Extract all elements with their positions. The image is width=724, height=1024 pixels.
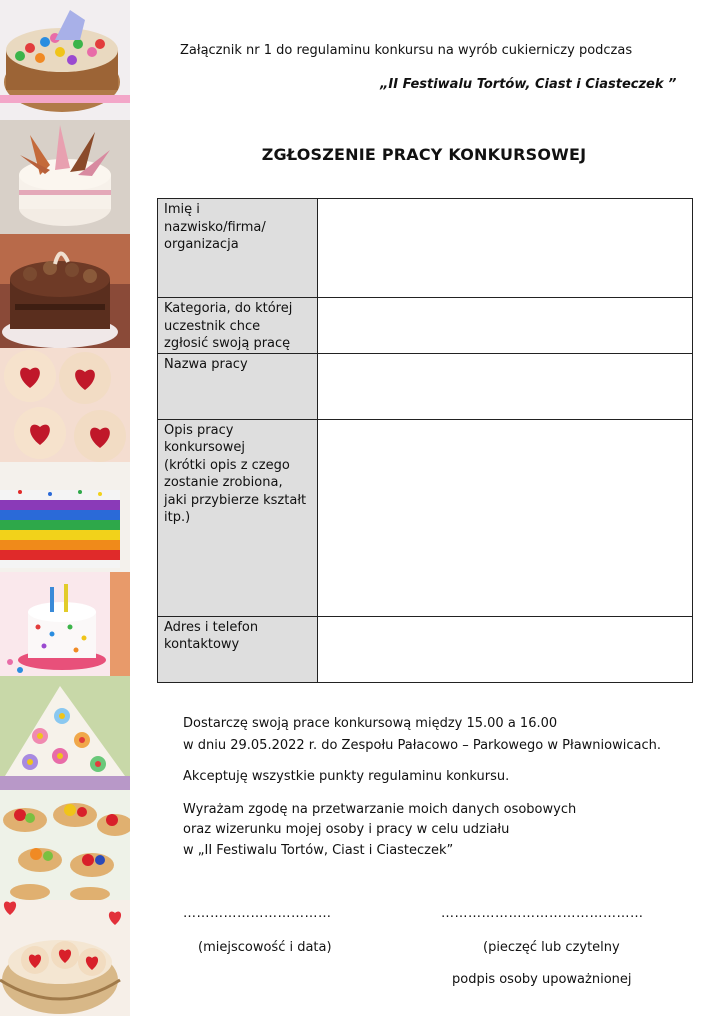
- name-field[interactable]: [318, 199, 693, 298]
- table-row-category: [158, 298, 693, 354]
- stamp-caption-line1: (pieczęć lub czytelny: [483, 940, 620, 955]
- category-field[interactable]: [318, 298, 693, 354]
- place-date-caption: (miejscowość i data): [198, 940, 332, 955]
- table-row-contact: [158, 616, 693, 682]
- chocolate-shard-cake-icon: [0, 120, 130, 234]
- fruit-tarts-icon: [0, 790, 130, 900]
- rainbow-cake-icon: [0, 462, 130, 572]
- label-work-name: Nazwa pracy: [158, 353, 318, 419]
- sprinkle-cake-icon: [0, 572, 130, 676]
- table-row-description: [158, 419, 693, 616]
- annex-heading: Załącznik nr 1 do regulaminu konkursu na wyrób cukierniczy podczas: [180, 43, 633, 58]
- description-field[interactable]: [318, 419, 693, 616]
- chocolate-cake-icon: [0, 234, 130, 348]
- place-date-line: ……………………………: [183, 906, 332, 921]
- consent-statement-line1: Wyrażam zgodę na przetwarzanie moich danych osobowych: [183, 802, 577, 817]
- label-description: Opis pracy konkursowej (krótki opis z czego zostanie zrobiona, jaki przybierze kształt itp.): [158, 419, 318, 616]
- photo-strip: [0, 0, 130, 1016]
- table-row-work-name: [158, 353, 693, 419]
- accept-statement: Akceptuję wszystkie punkty regulaminu konkursu.: [183, 769, 510, 784]
- label-contact: Adres i telefon kontaktowy: [158, 616, 318, 682]
- candy-cake-icon: [0, 0, 130, 120]
- label-name: Imię i nazwisko/firma/ organizacja: [158, 199, 318, 298]
- stamp-signature-line: ………………………………………: [441, 906, 644, 921]
- festival-name: „II Festiwalu Tortów, Ciast i Ciasteczek ”: [380, 77, 677, 92]
- contact-field[interactable]: [318, 616, 693, 682]
- heart-cookie-basket-icon: [0, 900, 130, 1016]
- delivery-statement-line1: Dostarczę swoją prace konkursową między 15.00 a 16.00: [183, 716, 558, 731]
- table-row-name: [158, 199, 693, 298]
- delivery-statement-line2: w dniu 29.05.2022 r. do Zespołu Pałacowo – Parkowego w Pławniowicach.: [183, 738, 661, 753]
- consent-statement-line3: w „II Festiwalu Tortów, Ciast i Ciasteczek”: [183, 843, 454, 858]
- flower-cake-icon: [0, 676, 130, 790]
- consent-statement-line2: oraz wizerunku mojej osoby i pracy w celu udziału: [183, 822, 510, 837]
- heart-cookies-icon: [0, 348, 130, 462]
- entry-table: [157, 198, 693, 683]
- work-name-field[interactable]: [318, 353, 693, 419]
- stamp-caption-line2: podpis osoby upoważnionej: [452, 972, 632, 987]
- label-category: Kategoria, do której uczestnik chce zgłosić swoją pracę: [158, 298, 318, 354]
- form-title: ZGŁOSZENIE PRACY KONKURSOWEJ: [261, 145, 587, 164]
